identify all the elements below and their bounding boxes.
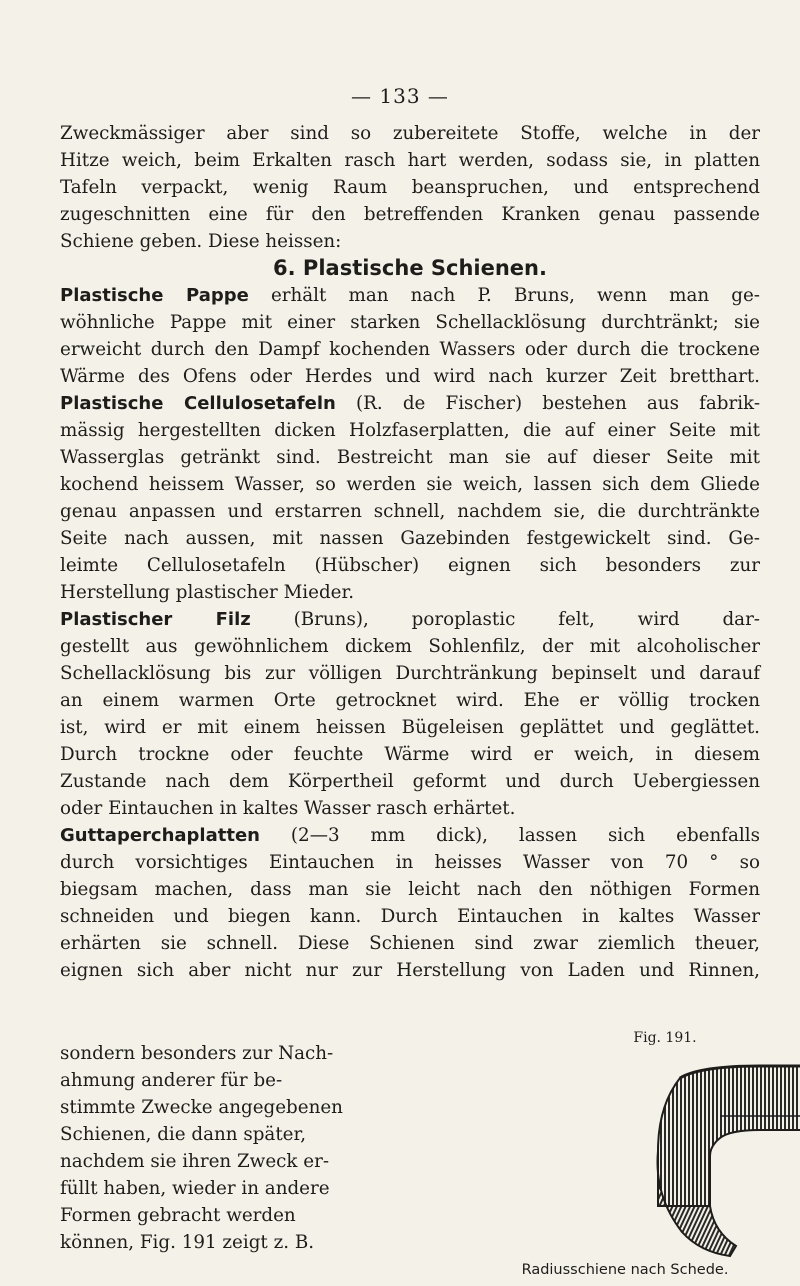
text-line: mässig hergestellten dicken Holzfaserplatten, die auf einer Seite mit <box>60 420 760 441</box>
page-number: — 133 — <box>351 84 449 108</box>
text-line: Zustande nach dem Körpertheil geformt und durch Uebergiessen <box>60 771 760 792</box>
text-line: Schiene geben. Diese heissen: <box>60 231 342 252</box>
text-line: Herstellung plastischer Mieder. <box>60 582 355 603</box>
text-run: erhält man nach P. Bruns, wenn man ge- <box>248 285 760 306</box>
text-line <box>60 822 760 849</box>
left-column-text <box>60 1040 343 1256</box>
text-line: Wärme des Ofens oder Herdes und wird nach kurzer Zeit bretthart. <box>60 366 760 387</box>
text-line: leimte Cellulosetafeln (Hübscher) eignen sich besonders zur <box>60 555 760 576</box>
text-line: gestellt aus gewöhnlichem dickem Sohlenfilz, der mit alcoholischer <box>60 636 760 657</box>
figure-label: Fig. 191. <box>633 1030 697 1046</box>
term-heading: Plastische Cellulosetafeln <box>60 393 336 414</box>
text-line: können, Fig. 191 zeigt z. B. <box>60 1232 315 1253</box>
text-line: nachdem sie ihren Zweck er- <box>60 1151 330 1172</box>
text-line: Seite nach aussen, mit nassen Gazebinden festgewickelt sind. Ge- <box>60 528 760 549</box>
text-run: (R. de Fischer) bestehen aus fabrik- <box>335 393 760 414</box>
text-line: eignen sich aber nicht nur zur Herstellung von Laden und Rinnen, <box>60 960 760 981</box>
term-heading: Guttaperchaplatten <box>60 825 260 846</box>
filz-paragraph <box>60 606 760 822</box>
text-line: oder Eintauchen in kaltes Wasser rasch erhärtet. <box>60 798 516 819</box>
text-line: an einem warmen Orte getrocknet wird. Ehe er völlig trocken <box>60 690 760 711</box>
text-line: Schellacklösung bis zur völligen Durchtränkung bepinselt und darauf <box>60 663 760 684</box>
text-line: Durch trockne oder feuchte Wärme wird er weich, in diesem <box>60 744 760 765</box>
text-line: ahmung anderer für be- <box>60 1070 283 1091</box>
text-line: sondern besonders zur Nach- <box>60 1043 334 1064</box>
text-line <box>60 390 760 417</box>
text-line: genau anpassen und erstarren schnell, nachdem sie, die durchtränkte <box>60 501 760 522</box>
text-line: erweicht durch den Dampf kochenden Wassers oder durch die trockene <box>60 339 760 360</box>
text-line <box>60 282 760 309</box>
figure-caption: Radiusschiene nach Schede. <box>521 1262 729 1278</box>
text-line: schneiden und biegen kann. Durch Eintauchen in kaltes Wasser <box>60 906 760 927</box>
text-line: wöhnliche Pappe mit einer starken Schellacklösung durchtränkt; sie <box>60 312 760 333</box>
text-line: Hitze weich, beim Erkalten rasch hart werden, sodass sie, in platten <box>60 150 760 171</box>
text-line: füllt haben, wieder in andere <box>60 1178 330 1199</box>
text-line: erhärten sie schnell. Diese Schienen sind zwar ziemlich theuer, <box>60 933 760 954</box>
text-line: durch vorsichtiges Eintauchen in heisses Wasser von 70 ° so <box>60 852 760 873</box>
text-line: ist, wird er mit einem heissen Bügeleisen geplättet und geglättet. <box>60 717 760 738</box>
text-line: Zweckmässiger aber sind so zubereitete Stoffe, welche in der <box>60 123 760 144</box>
pappe-paragraph <box>60 282 760 390</box>
text-line: Tafeln verpackt, wenig Raum beanspruchen, und entsprechend <box>60 177 760 198</box>
text-run: (Bruns), poroplastic felt, wird dar- <box>250 609 760 630</box>
cellulose-paragraph <box>60 390 760 606</box>
text-line: Formen gebracht werden <box>60 1205 296 1226</box>
intro-paragraph <box>60 120 760 255</box>
figure-191 <box>550 1030 780 1046</box>
text-line: kochend heissem Wasser, so werden sie weich, lassen sich dem Gliede <box>60 474 760 495</box>
text-line: biegsam machen, dass man sie leicht nach den nöthigen Formen <box>60 879 760 900</box>
main-text <box>60 120 760 984</box>
text-line: Schienen, die dann später, <box>60 1124 307 1145</box>
term-heading: Plastischer Filz <box>60 609 251 630</box>
term-heading: Plastische Pappe <box>60 285 249 306</box>
text-line: Wasserglas getränkt sind. Bestreicht man sie auf dieser Seite mit <box>60 447 760 468</box>
text-line: stimmte Zwecke angegebenen <box>60 1097 343 1118</box>
text-line: zugeschnitten eine für den betreffenden Kranken genau passende <box>60 204 760 225</box>
gutta-paragraph <box>60 822 760 984</box>
text-run: (2—3 mm dick), lassen sich ebenfalls <box>259 825 760 846</box>
section-heading: 6. Plastische Schienen. <box>273 256 547 280</box>
radius-splint-illustration-icon <box>640 1056 800 1266</box>
text-line <box>60 606 760 633</box>
